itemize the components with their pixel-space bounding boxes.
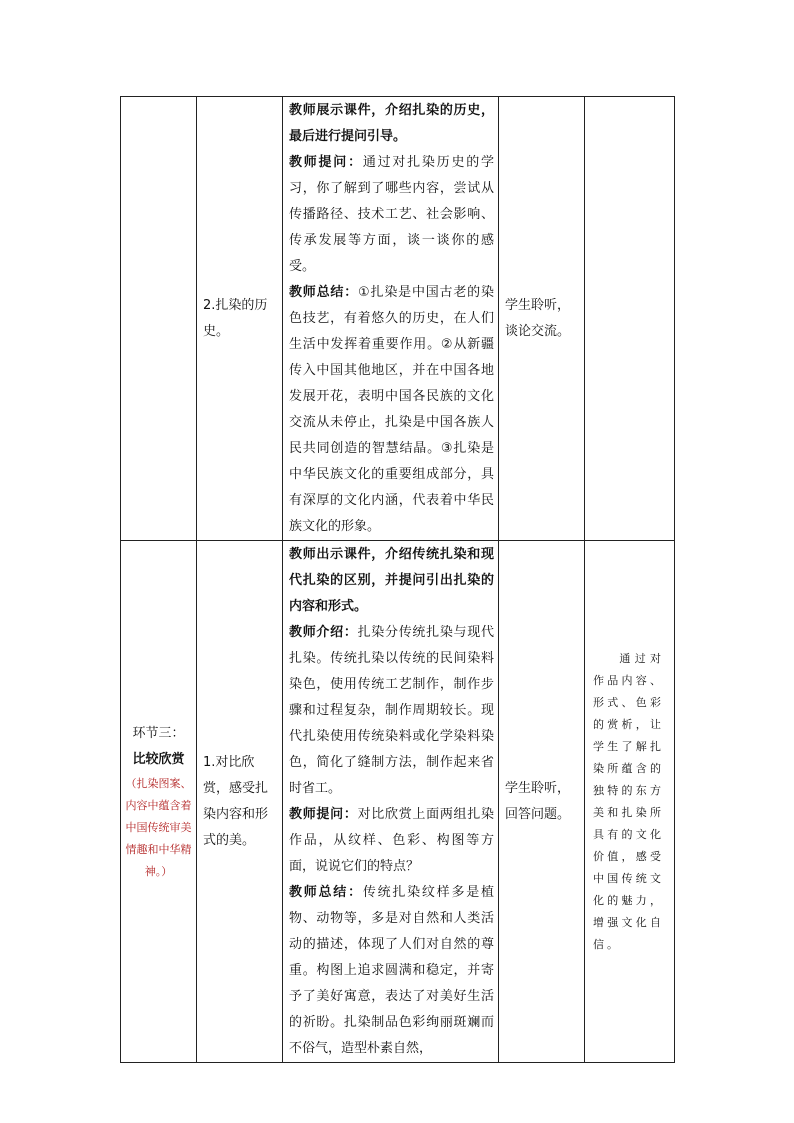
stage-note: （扎染图案、内容中蕴含着中国传统审美情趣和中华精神。） [125, 776, 192, 878]
teacher-paragraph-heading: 教师总结： [289, 885, 363, 900]
table-row [121, 97, 675, 541]
teacher-paragraph-heading: 教师提问： [289, 807, 358, 822]
teacher-activity-cell [283, 97, 499, 541]
teacher-paragraph [289, 150, 494, 280]
teacher-paragraph [289, 620, 494, 802]
teacher-paragraph-text: 对比欣赏上面两组扎染作品，从纹样、色彩、构图等方面，说说它们的特点？ [289, 807, 494, 874]
stage-cell [121, 97, 197, 541]
teacher-paragraph [289, 542, 494, 620]
student-activity-cell: 学生聆听，谈论交流。 [499, 97, 585, 541]
teacher-paragraph [289, 802, 494, 880]
student-activity-cell: 学生聆听，回答问题。 [499, 541, 585, 1063]
teacher-activity-cell [283, 541, 499, 1063]
activity-cell: 2.扎染的历史。 [197, 97, 283, 541]
teacher-paragraph-text: 传统扎染纹样多是植物、动物等，多是对自然和人类活动的描述，体现了人们对自然的尊重。构图上追求圆满和稳定，并寄予了美好寓意，表达了对美好生活的祈盼。扎染制品色彩绚丽斑斓而不俗气，造型朴素自然， [289, 885, 494, 1056]
teacher-paragraph-text: ①扎染是中国古老的染色技艺，有着悠久的历史，在人们生活中发挥着重要作用。②从新疆传入中国其他地区，并在中国各地发展开花，表明中国各民族的文化交流从未停止，扎染是中国各族人民共同创造的智慧结晶。③扎染是中华民族文化的重要组成部分，具有深厚的文化内涵，代表着中华民族文化的形象。 [289, 285, 494, 534]
stage-cell [121, 541, 197, 1063]
teacher-paragraph-text: 扎染分传统扎染与现代扎染。传统扎染以传统的民间染料染色，使用传统工艺制作，制作步骤和过程复杂，制作周期较长。现代扎染使用传统染料或化学染料染色，简化了缝制方法，制作起来省时省工。 [289, 625, 494, 796]
teacher-paragraph-text: 通过对扎染历史的学习，你了解到了哪些内容，尝试从传播路径、技术工艺、社会影响、传承发展等方面，谈一谈你的感受。 [289, 155, 494, 274]
design-intent-cell [585, 97, 675, 541]
table-row [121, 541, 675, 1063]
stage-title: 环节三： [132, 725, 185, 741]
teacher-paragraph [289, 280, 494, 540]
design-intent-text: 通过对作品内容、形式、色彩的赏析，让学生了解扎染所蕴含的独特的东方美和扎染所具有的文化价值，感受中国传统文化的魅力，增强文化自信。 [593, 651, 664, 951]
teacher-paragraph-heading: 教师总结： [289, 285, 359, 300]
teacher-paragraph-heading: 教师展示课件，介绍扎染的历史，最后进行提问引导。 [289, 103, 494, 144]
teacher-paragraph [289, 880, 494, 1062]
teacher-paragraph-heading: 教师出示课件，介绍传统扎染和现代扎染的区别，并提问引出扎染的内容和形式。 [289, 547, 494, 614]
stage-name: 比较欣赏 [132, 751, 185, 767]
teacher-paragraph-heading: 教师介绍： [289, 625, 358, 640]
design-intent-cell [585, 541, 675, 1063]
activity-cell: 1.对比欣赏，感受扎染内容和形式的美。 [197, 541, 283, 1063]
teacher-paragraph [289, 98, 494, 150]
teacher-paragraph-heading: 教师提问： [289, 155, 363, 170]
lesson-plan-table [120, 96, 675, 1063]
